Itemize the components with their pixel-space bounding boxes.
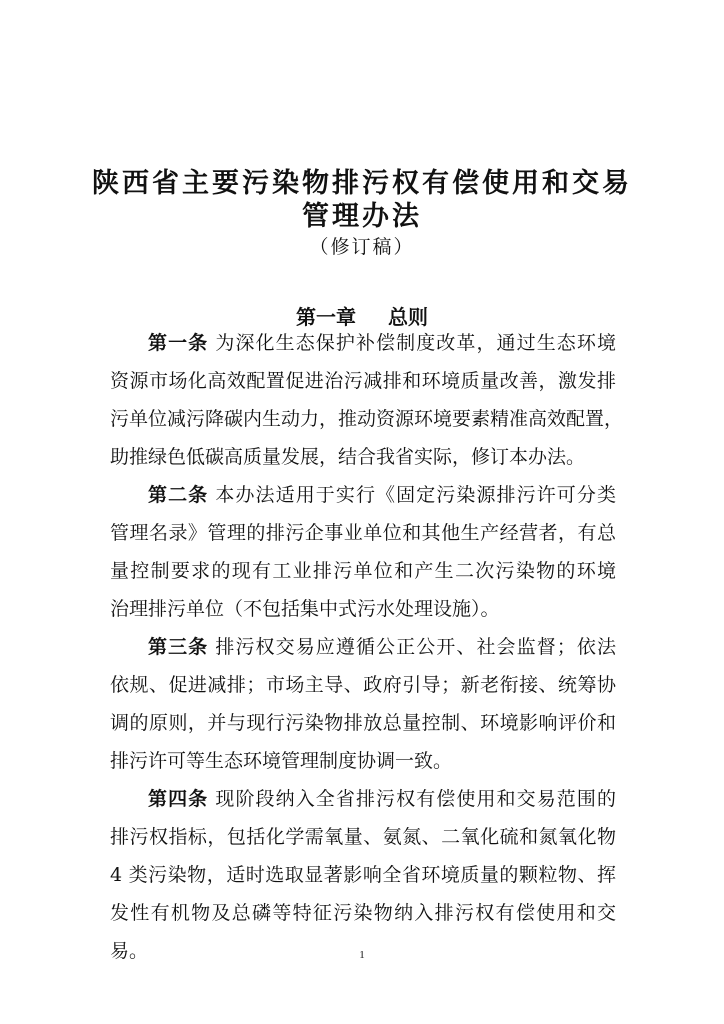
article-1-line-3: 污单位减污降碳内生动力，推动资源环境要素精准高效配置，: [110, 408, 624, 430]
article-1-line-1: [110, 324, 616, 362]
document-title-line-2: 管理办法: [302, 201, 422, 232]
article-4-first-line: 现阶段纳入全省排污权有偿使用和交易范围的: [215, 788, 616, 810]
article-2-line-1: [110, 476, 616, 514]
article-2-label: 第二条: [148, 484, 209, 506]
document-title-line-1: 陕西省主要污染物排污权有偿使用和交易: [92, 168, 632, 199]
article-2-line-3: 量控制要求的现有工业排污单位和产生二次污染物的环境: [110, 560, 616, 582]
article-1-line-2: 资源市场化高效配置促进治污减排和环境质量改善，激发排: [110, 370, 616, 392]
article-4-line-4: 发性有机物及总磷等特征污染物纳入排污权有偿使用和交: [110, 902, 616, 924]
page-number: 1: [359, 949, 365, 961]
article-3-line-3: 调的原则，并与现行污染物排放总量控制、环境影响评价和: [110, 712, 616, 734]
article-4-line-3: 4 类污染物，适时选取显著影响全省环境质量的颗粒物、挥: [110, 864, 616, 886]
chapter-name: 总则: [388, 305, 428, 329]
article-3-line-1: [110, 628, 616, 666]
body-text: [110, 324, 624, 970]
chapter-number: 第一章: [296, 305, 356, 329]
article-1-label: 第一条: [148, 332, 209, 354]
article-3-first-line: 排污权交易应遵循公正公开、社会监督；依法: [215, 636, 616, 658]
article-1-line-4: 助推绿色低碳高质量发展，结合我省实际，修订本办法。: [110, 446, 586, 468]
article-3-line-4: 排污许可等生态环境管理制度协调一致。: [110, 750, 453, 772]
article-4-line-5: 易。: [110, 940, 149, 962]
article-4-line-2: 排污权指标，包括化学需氧量、氨氮、二氧化硫和氮氧化物: [110, 826, 616, 848]
document-subtitle: （修订稿）: [309, 236, 415, 258]
article-3-label: 第三条: [148, 636, 209, 658]
article-4-line-1: [110, 780, 616, 818]
article-1-first-line: 为深化生态保护补偿制度改革，通过生态环境: [215, 332, 616, 354]
article-2-line-2: 管理名录》管理的排污企事业单位和其他生产经营者，有总: [110, 522, 616, 544]
article-4-label: 第四条: [148, 788, 209, 810]
article-2-line-4: 治理排污单位（不包括集中式污水处理设施）。: [110, 598, 500, 620]
article-3-line-2: 依规、促进减排；市场主导、政府引导；新老衔接、统筹协: [110, 674, 616, 696]
article-2-first-line: 本办法适用于实行《固定污染源排污许可分类: [215, 484, 616, 506]
